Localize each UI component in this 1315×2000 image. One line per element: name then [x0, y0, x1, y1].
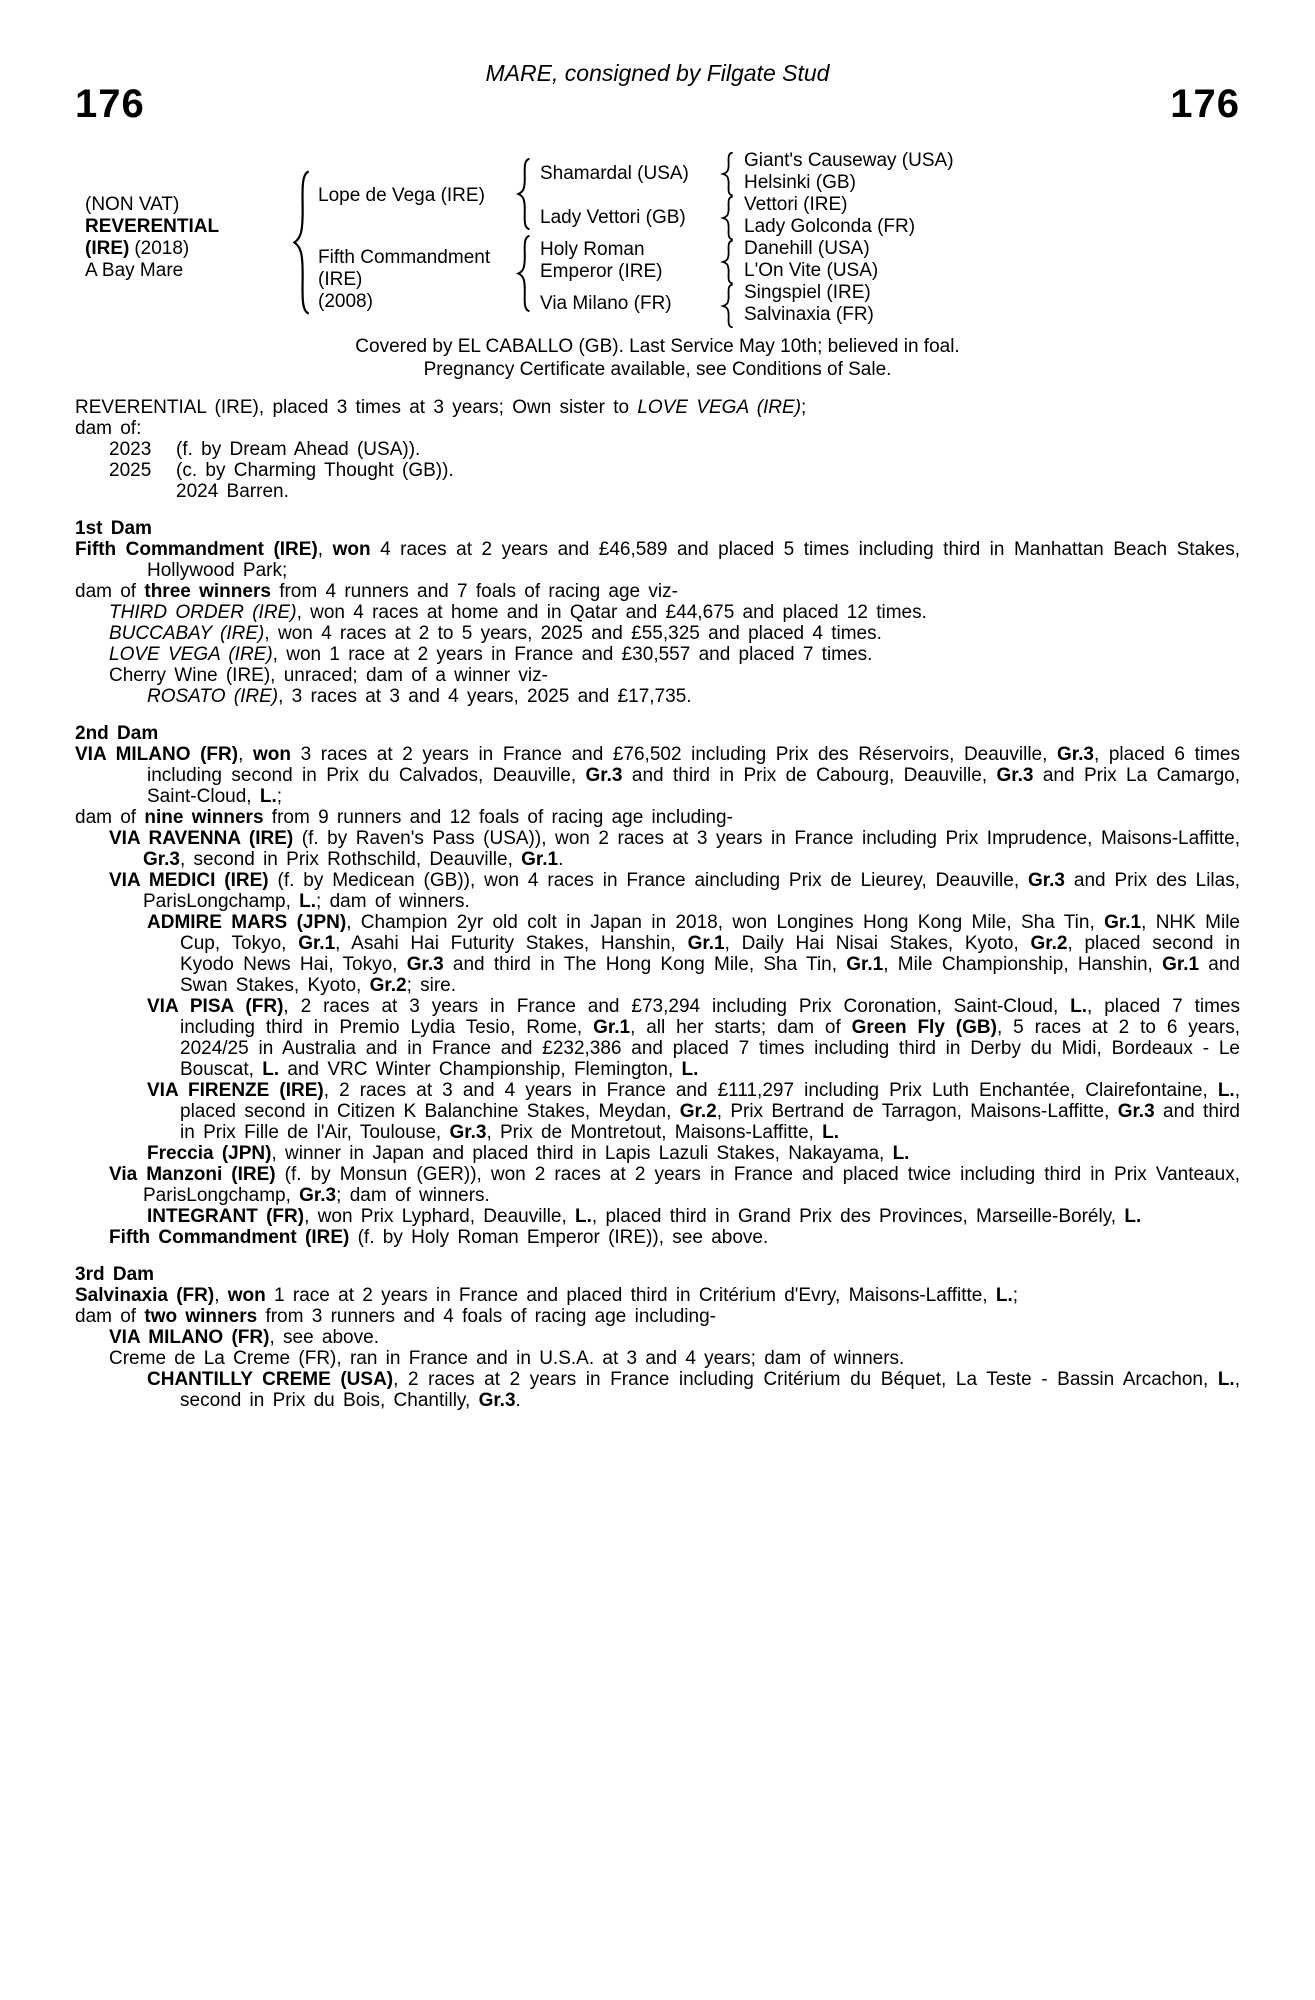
brace-icon [290, 170, 312, 315]
dam-heading: 2nd Dam [75, 723, 159, 744]
text-segment: VIA RAVENNA (IRE) [109, 828, 294, 849]
dam-heading: 3rd Dam [75, 1264, 155, 1285]
gen3-ancestor-name: Giant's Causeway (USA) [744, 150, 954, 171]
text-segment: , all her starts; dam of [630, 1017, 852, 1038]
text-segment: from 4 runners and 7 foals of racing age viz- [270, 581, 678, 602]
text-segment: , [238, 744, 253, 765]
text-segment: THIRD ORDER (IRE) [109, 602, 297, 623]
text-segment: Gr.2 [679, 1101, 717, 1122]
lot-number-left: 176 [75, 82, 145, 126]
text-segment: L. [299, 891, 317, 912]
produce-row [75, 439, 1240, 460]
pedigree-paragraph [75, 1285, 1240, 1306]
catalogue-body [75, 397, 1240, 1411]
dam-section [75, 1264, 1240, 1411]
text-segment: L. [822, 1122, 840, 1143]
text-segment: , placed 7 times including third in Premio Lydia Tesio, Rome, [180, 996, 1241, 1038]
text-segment: , Mile Championship, Hanshin, [883, 954, 1163, 975]
text-segment: VIA MILANO (FR) [109, 1327, 270, 1348]
text-segment: Creme de La Creme (FR), ran in France and in U.S.A. at 3 and 4 years; dam of winners. [109, 1348, 905, 1369]
brace-icon [720, 284, 735, 328]
text-segment: ; [276, 786, 283, 807]
gen3-ancestor-name: Singspiel (IRE) [744, 282, 871, 303]
pedigree-paragraph [75, 1227, 1240, 1248]
pedigree-paragraph [75, 602, 1240, 623]
covering-details [0, 336, 1315, 381]
text-segment: , won 4 races at 2 to 5 years, 2025 and £55,325 and placed 4 times. [264, 623, 882, 644]
text-segment: , see above. [269, 1327, 379, 1348]
pedigree-paragraph [75, 581, 1240, 602]
text-segment: , 3 races at 3 and 4 years, 2025 and £17,735. [278, 686, 692, 707]
text-segment: INTEGRANT (FR) [147, 1206, 305, 1227]
text-segment: Gr.3 [1117, 1101, 1155, 1122]
subject-name: REVERENTIAL [85, 216, 220, 237]
text-segment: Gr.1 [1162, 954, 1200, 975]
pedigree-chart [0, 148, 1315, 338]
subject-suffix: (IRE) [85, 238, 130, 259]
text-segment: , placed third in Grand Prix des Provinces, Marseille-Borély, [591, 1206, 1125, 1227]
text-segment: Gr.2 [369, 975, 407, 996]
text-segment: Gr.3 [1056, 744, 1094, 765]
text-segment: VIA MEDICI (IRE) [109, 870, 269, 891]
pedigree-paragraph [75, 1143, 1240, 1164]
dam-section [75, 518, 1240, 707]
text-segment: Gr.3 [449, 1122, 487, 1143]
text-segment: L. [681, 1059, 699, 1080]
lot-number-right: 176 [1170, 82, 1240, 126]
text-segment: (f. by Raven's Pass (USA)), won 2 races at 3 years in France including Prix Imprudence, Maisons-Laffitte, [293, 828, 1240, 849]
dam-sections [75, 518, 1240, 1411]
text-segment: VIA FIRENZE (IRE) [147, 1080, 324, 1101]
text-segment: , Champion 2yr old colt in Japan in 2018, won Longines Hong Kong Mile, Sha Tin, [346, 912, 1105, 933]
text-segment: ; sire. [406, 975, 457, 996]
text-segment: , Prix Bertrand de Tarragon, Maisons-Laffitte, [716, 1101, 1118, 1122]
text-segment: Fifth Commandment (IRE) [75, 539, 318, 560]
text-segment: dam of [75, 807, 145, 828]
text-segment: ; dam of winners. [316, 891, 470, 912]
text-segment: L. [575, 1206, 592, 1227]
text-segment: won [227, 1285, 266, 1306]
pedigree-paragraph [75, 807, 1240, 828]
text-segment: Salvinaxia (FR) [75, 1285, 215, 1306]
dam-name-line1: Fifth Commandment [318, 247, 491, 268]
text-segment: (f. by Holy Roman Emperor (IRE)), see above. [349, 1227, 769, 1248]
text-segment: , [317, 539, 333, 560]
pedigree-paragraph [75, 686, 1240, 707]
text-segment: , 2 races at 3 years in France and £73,294 including Prix Coronation, Saint-Cloud, [283, 996, 1071, 1017]
text-segment: won [332, 539, 371, 560]
dam-name-block [318, 247, 490, 313]
produce-detail: (c. by Charming Thought (GB)). [176, 460, 454, 481]
text-segment: ; dam of winners. [336, 1185, 490, 1206]
pedigree-paragraph [75, 539, 1240, 581]
consignor-line: MARE, consigned by Filgate Stud [485, 60, 830, 86]
text-segment: , Prix de Montretout, Maisons-Laffitte, [486, 1122, 823, 1143]
text-segment: Gr.3 [478, 1390, 516, 1411]
text-segment: , [214, 1285, 228, 1306]
vat-note: (NON VAT) [85, 194, 180, 215]
dam-section [75, 723, 1240, 1248]
pedigree-paragraph [75, 870, 1240, 912]
text-segment: VIA MILANO (FR) [75, 744, 239, 765]
text-segment: Gr.3 [585, 765, 623, 786]
text-segment: , second in Prix Rothschild, Deauville, [179, 849, 522, 870]
text-segment: Cherry Wine (IRE), unraced; dam of a winner viz- [109, 665, 548, 686]
pedigree-paragraph [75, 623, 1240, 644]
text-segment: , 2 races at 2 years in France including Critérium du Béquet, La Teste - Bassin Arcachon, [393, 1369, 1218, 1390]
subject-year: (2018) [134, 238, 190, 259]
brace-icon [720, 240, 735, 284]
text-segment: BUCCABAY (IRE) [109, 623, 265, 644]
text-segment: Gr.1 [298, 933, 336, 954]
pedigree-paragraph [75, 1327, 1240, 1348]
dam-heading: 1st Dam [75, 518, 152, 539]
pregnancy-certificate-line: Pregnancy Certificate available, see Conditions of Sale. [423, 358, 892, 380]
text-segment: LOVE VEGA (IRE) [109, 644, 273, 665]
text-segment: Gr.1 [687, 933, 725, 954]
text-segment: , second in Prix du Bois, Chantilly, [180, 1369, 1240, 1411]
text-segment: CHANTILLY CREME (USA) [147, 1369, 394, 1390]
text-segment: Via Manzoni (IRE) [109, 1164, 276, 1185]
gen3-ancestor-name: Lady Golconda (FR) [744, 216, 916, 237]
text-segment: ; [1012, 1285, 1019, 1306]
produce-row [75, 481, 1240, 502]
text-segment: ; [801, 397, 807, 418]
text-segment: three winners [144, 581, 271, 602]
text-segment: L. [262, 1059, 280, 1080]
pedigree-paragraph [75, 1348, 1240, 1369]
text-segment: , won 4 races at home and in Qatar and £44,675 and placed 12 times. [296, 602, 927, 623]
brace-icon [515, 235, 532, 312]
subject-suffix-year-line [85, 238, 219, 260]
subject-dam-of-line: dam of: [75, 418, 142, 439]
pedigree-paragraph [75, 828, 1240, 870]
brace-icon [720, 196, 735, 240]
produce-detail: (f. by Dream Ahead (USA)). [176, 439, 421, 460]
text-segment: Gr.3 [143, 849, 180, 870]
produce-detail: 2024 Barren. [176, 481, 289, 502]
text-segment: . [558, 849, 564, 870]
pedigree-paragraph [75, 665, 1240, 686]
text-segment: L. [1124, 1206, 1142, 1227]
text-segment: , 2 races at 3 and 4 years in France and £111,297 including Prix Luth Enchantée, Clairefontaine, [323, 1080, 1218, 1101]
text-segment: Freccia (JPN) [147, 1143, 272, 1164]
text-segment: and third in The Hong Kong Mile, Sha Tin, [443, 954, 847, 975]
text-segment: Gr.3 [1028, 870, 1065, 891]
text-segment: , 5 races at 2 to 6 years, 2024/25 in Australia and in France and £232,386 and placed 7 times including third in Derby du Midi, Bordeaux - Le Bouscat, [180, 1017, 1241, 1080]
damsire-name-line2: Emperor (IRE) [540, 261, 663, 282]
text-segment: Gr.3 [299, 1185, 337, 1206]
text-segment: LOVE VEGA (IRE) [637, 397, 802, 418]
text-segment: and third in Prix Fille de l'Air, Toulouse, [180, 1101, 1240, 1143]
text-segment: Gr.1 [1104, 912, 1142, 933]
text-segment: , placed 6 times including second in Prix du Calvados, Deauville, [147, 744, 1240, 786]
text-segment: . [515, 1390, 521, 1411]
damsire-name-line1: Holy Roman [540, 239, 645, 260]
pedigree-paragraph [75, 996, 1240, 1080]
grandsire-name: Shamardal (USA) [540, 163, 689, 184]
text-segment: , placed second in Kyodo News Hai, Tokyo, [180, 933, 1241, 975]
text-segment: and Prix La Camargo, Saint-Cloud, [147, 765, 1241, 807]
text-segment: Gr.1 [846, 954, 884, 975]
granddam-dam-side-name: Via Milano (FR) [540, 293, 672, 314]
brace-icon [515, 158, 532, 230]
text-segment: , NHK Mile Cup, Tokyo, [180, 912, 1240, 954]
pedigree-paragraph [75, 1369, 1240, 1411]
text-segment: won [252, 744, 291, 765]
gen3-ancestor-name: Helsinki (GB) [744, 172, 856, 193]
text-segment: Green Fly (GB) [851, 1017, 997, 1038]
text-segment: , Daily Hai Nisai Stakes, Kyoto, [724, 933, 1031, 954]
brace-icon [720, 152, 735, 196]
text-segment: L. [1217, 1080, 1235, 1101]
text-segment: , won Prix Lyphard, Deauville, [304, 1206, 576, 1227]
text-segment: , won 1 race at 2 years in France and £30,557 and placed 7 times. [272, 644, 873, 665]
text-segment: and Prix des Lilas, ParisLongchamp, [143, 870, 1240, 912]
text-segment: Gr.1 [593, 1017, 631, 1038]
text-segment: , winner in Japan and placed third in Lapis Lazuli Stakes, Nakayama, [271, 1143, 893, 1164]
produce-record [75, 439, 1240, 502]
text-segment: and VRC Winter Championship, Flemington, [279, 1059, 682, 1080]
text-segment: (f. by Monsun (GER)), won 2 races at 2 years in France and placed twice including third in Prix Vanteaux, ParisLongchamp, [143, 1164, 1240, 1206]
pedigree-paragraph [75, 912, 1240, 996]
pedigree-paragraph [75, 1306, 1240, 1327]
covering-line: Covered by EL CABALLO (GB). Last Service May 10th; believed in foal. [355, 336, 960, 357]
pedigree-paragraph [75, 1080, 1240, 1143]
text-segment: Gr.2 [1030, 933, 1068, 954]
gen3-ancestor-name: Vettori (IRE) [744, 194, 848, 215]
dam-name-line2: (IRE) [318, 269, 363, 290]
text-segment: Gr.3 [406, 954, 444, 975]
pedigree-paragraph [75, 744, 1240, 807]
text-segment: L. [995, 1285, 1013, 1306]
subject-race-record [75, 397, 1240, 418]
subject-block [85, 194, 219, 282]
text-segment: , placed second in Citizen K Balanchine Stakes, Meydan, [180, 1080, 1240, 1122]
text-segment: nine winners [144, 807, 264, 828]
pedigree-paragraph [75, 644, 1240, 665]
text-segment: (f. by Medicean (GB)), won 4 races in France aincluding Prix de Lieurey, Deauville, [268, 870, 1028, 891]
subject-description: A Bay Mare [85, 260, 184, 281]
text-segment: L. [1217, 1369, 1235, 1390]
produce-row [75, 460, 1240, 481]
text-segment: Gr.1 [521, 849, 559, 870]
gen3-ancestor-name: Salvinaxia (FR) [744, 304, 874, 325]
text-segment: 1 race at 2 years in France and placed third in Critérium d'Evry, Maisons-Laffitte, [265, 1285, 996, 1306]
text-segment: two winners [144, 1306, 258, 1327]
text-segment: and Swan Stakes, Kyoto, [180, 954, 1241, 996]
produce-year: 2023 [109, 439, 152, 460]
text-segment: REVERENTIAL (IRE), placed 3 times at 3 years; Own sister to [75, 397, 638, 418]
sire-name: Lope de Vega (IRE) [318, 185, 485, 206]
text-segment: ADMIRE MARS (JPN) [147, 912, 347, 933]
pedigree-paragraph [75, 1206, 1240, 1227]
text-segment: Gr.3 [996, 765, 1034, 786]
gen3-ancestor-name: L'On Vite (USA) [744, 260, 879, 281]
text-segment: VIA PISA (FR) [147, 996, 284, 1017]
text-segment: dam of [75, 1306, 145, 1327]
pedigree-paragraph [75, 1164, 1240, 1206]
text-segment: 4 races at 2 years and £46,589 and placed 5 times including third in Manhattan Beach Stakes, Hollywood Park; [147, 539, 1240, 581]
text-segment: from 9 runners and 12 foals of racing age including- [263, 807, 733, 828]
dam-name-line3: (2008) [318, 291, 373, 312]
text-segment: L. [892, 1143, 910, 1164]
text-segment: Fifth Commandment (IRE) [109, 1227, 350, 1248]
text-segment: L. [1070, 996, 1088, 1017]
gen3-ancestor-name: Danehill (USA) [744, 238, 870, 259]
granddam-name: Lady Vettori (GB) [540, 207, 686, 228]
text-segment: ROSATO (IRE) [147, 686, 279, 707]
text-segment: dam of [75, 581, 145, 602]
text-segment: from 3 runners and 4 foals of racing age including- [257, 1306, 716, 1327]
text-segment: 3 races at 2 years in France and £76,502 including Prix des Réservoirs, Deauville, [290, 744, 1057, 765]
produce-year: 2025 [109, 460, 152, 481]
text-segment: L. [259, 786, 277, 807]
text-segment: and third in Prix de Cabourg, Deauville, [622, 765, 997, 786]
grandsire-dam-side-block [540, 239, 662, 283]
text-segment: , Asahi Hai Futurity Stakes, Hanshin, [335, 933, 688, 954]
